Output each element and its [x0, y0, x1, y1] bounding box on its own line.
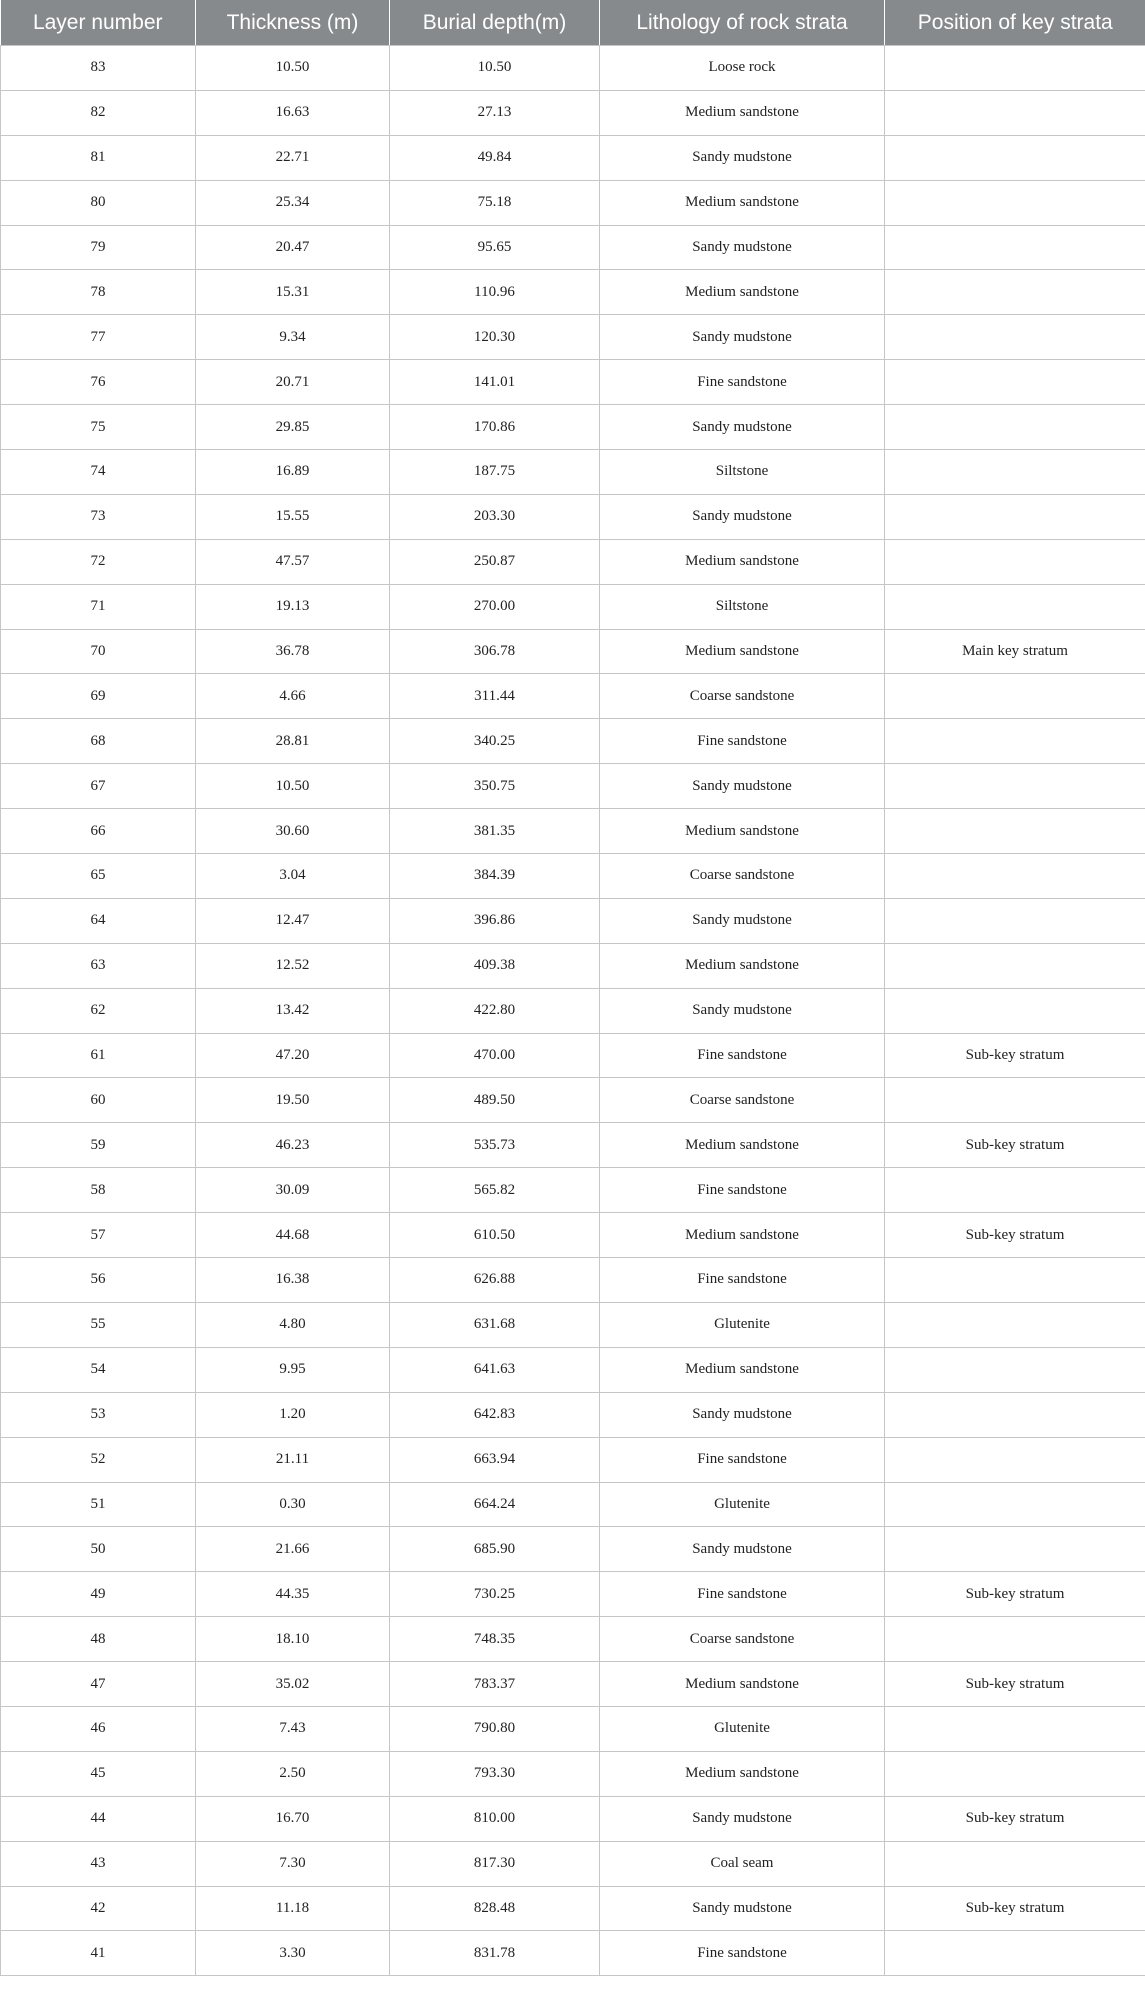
cell-burial-depth: 664.24 — [390, 1482, 600, 1527]
cell-burial-depth: 110.96 — [390, 270, 600, 315]
cell-lithology: Glutenite — [600, 1482, 885, 1527]
table-row — [1, 360, 1145, 405]
cell-key-strata-position — [885, 405, 1145, 450]
cell-layer-number: 47 — [1, 1662, 196, 1707]
cell-key-strata-position — [885, 1841, 1145, 1886]
cell-lithology: Medium sandstone — [600, 1347, 885, 1392]
cell-burial-depth: 783.37 — [390, 1662, 600, 1707]
cell-burial-depth: 270.00 — [390, 584, 600, 629]
table-row — [1, 450, 1145, 495]
table-row — [1, 1841, 1145, 1886]
cell-layer-number: 63 — [1, 943, 196, 988]
cell-key-strata-position: Main key stratum — [885, 629, 1145, 674]
cell-layer-number: 44 — [1, 1796, 196, 1841]
cell-thickness: 35.02 — [196, 1662, 390, 1707]
cell-lithology: Glutenite — [600, 1302, 885, 1347]
cell-layer-number: 45 — [1, 1751, 196, 1796]
cell-lithology: Fine sandstone — [600, 1572, 885, 1617]
cell-thickness: 15.55 — [196, 494, 390, 539]
cell-burial-depth: 170.86 — [390, 405, 600, 450]
cell-layer-number: 67 — [1, 764, 196, 809]
cell-thickness: 1.20 — [196, 1392, 390, 1437]
cell-thickness: 21.11 — [196, 1437, 390, 1482]
cell-layer-number: 72 — [1, 539, 196, 584]
table-row — [1, 1617, 1145, 1662]
cell-key-strata-position — [885, 898, 1145, 943]
cell-thickness: 20.71 — [196, 360, 390, 405]
cell-key-strata-position — [885, 674, 1145, 719]
cell-burial-depth: 663.94 — [390, 1437, 600, 1482]
cell-lithology: Medium sandstone — [600, 539, 885, 584]
table-row — [1, 1527, 1145, 1572]
cell-thickness: 16.63 — [196, 90, 390, 135]
table-header — [1, 0, 1145, 46]
cell-layer-number: 75 — [1, 405, 196, 450]
cell-key-strata-position — [885, 1617, 1145, 1662]
cell-lithology: Sandy mudstone — [600, 988, 885, 1033]
cell-burial-depth: 730.25 — [390, 1572, 600, 1617]
cell-lithology: Sandy mudstone — [600, 764, 885, 809]
cell-lithology: Fine sandstone — [600, 360, 885, 405]
cell-burial-depth: 10.50 — [390, 46, 600, 91]
cell-thickness: 16.70 — [196, 1796, 390, 1841]
table-row — [1, 270, 1145, 315]
cell-burial-depth: 828.48 — [390, 1886, 600, 1931]
cell-lithology: Siltstone — [600, 584, 885, 629]
cell-key-strata-position — [885, 1437, 1145, 1482]
cell-thickness: 12.47 — [196, 898, 390, 943]
cell-layer-number: 66 — [1, 809, 196, 854]
cell-burial-depth: 49.84 — [390, 135, 600, 180]
cell-layer-number: 41 — [1, 1931, 196, 1976]
cell-key-strata-position — [885, 180, 1145, 225]
cell-layer-number: 52 — [1, 1437, 196, 1482]
cell-lithology: Sandy mudstone — [600, 315, 885, 360]
table-row — [1, 1213, 1145, 1258]
cell-burial-depth: 396.86 — [390, 898, 600, 943]
cell-burial-depth: 489.50 — [390, 1078, 600, 1123]
table-row — [1, 405, 1145, 450]
cell-lithology: Fine sandstone — [600, 1931, 885, 1976]
table-row — [1, 225, 1145, 270]
table-row — [1, 1392, 1145, 1437]
cell-layer-number: 65 — [1, 854, 196, 899]
cell-thickness: 3.04 — [196, 854, 390, 899]
table-row — [1, 1078, 1145, 1123]
cell-thickness: 4.66 — [196, 674, 390, 719]
cell-burial-depth: 340.25 — [390, 719, 600, 764]
cell-thickness: 30.60 — [196, 809, 390, 854]
cell-thickness: 46.23 — [196, 1123, 390, 1168]
table-row — [1, 1796, 1145, 1841]
cell-layer-number: 79 — [1, 225, 196, 270]
cell-layer-number: 62 — [1, 988, 196, 1033]
cell-thickness: 44.68 — [196, 1213, 390, 1258]
cell-lithology: Medium sandstone — [600, 629, 885, 674]
cell-key-strata-position — [885, 1482, 1145, 1527]
cell-thickness: 22.71 — [196, 135, 390, 180]
cell-thickness: 16.38 — [196, 1258, 390, 1303]
table-row — [1, 180, 1145, 225]
cell-key-strata-position — [885, 1078, 1145, 1123]
cell-layer-number: 77 — [1, 315, 196, 360]
cell-burial-depth: 306.78 — [390, 629, 600, 674]
cell-burial-depth: 626.88 — [390, 1258, 600, 1303]
table-row — [1, 1886, 1145, 1931]
table-row — [1, 674, 1145, 719]
cell-key-strata-position — [885, 584, 1145, 629]
cell-burial-depth: 610.50 — [390, 1213, 600, 1258]
cell-burial-depth: 565.82 — [390, 1168, 600, 1213]
table-row — [1, 1437, 1145, 1482]
table-row — [1, 1123, 1145, 1168]
table-row — [1, 854, 1145, 899]
cell-burial-depth: 810.00 — [390, 1796, 600, 1841]
cell-layer-number: 64 — [1, 898, 196, 943]
cell-thickness: 21.66 — [196, 1527, 390, 1572]
cell-key-strata-position: Sub-key stratum — [885, 1123, 1145, 1168]
header-layer-number: Layer number — [1, 0, 196, 46]
cell-burial-depth: 203.30 — [390, 494, 600, 539]
cell-thickness: 20.47 — [196, 225, 390, 270]
table-row — [1, 1662, 1145, 1707]
cell-layer-number: 74 — [1, 450, 196, 495]
cell-thickness: 0.30 — [196, 1482, 390, 1527]
cell-key-strata-position — [885, 943, 1145, 988]
cell-key-strata-position — [885, 315, 1145, 360]
table-row — [1, 90, 1145, 135]
cell-lithology: Medium sandstone — [600, 90, 885, 135]
cell-layer-number: 59 — [1, 1123, 196, 1168]
cell-thickness: 29.85 — [196, 405, 390, 450]
cell-thickness: 15.31 — [196, 270, 390, 315]
cell-burial-depth: 817.30 — [390, 1841, 600, 1886]
cell-burial-depth: 641.63 — [390, 1347, 600, 1392]
cell-burial-depth: 748.35 — [390, 1617, 600, 1662]
cell-layer-number: 78 — [1, 270, 196, 315]
cell-lithology: Sandy mudstone — [600, 135, 885, 180]
cell-burial-depth: 631.68 — [390, 1302, 600, 1347]
table-row — [1, 1168, 1145, 1213]
cell-thickness: 7.30 — [196, 1841, 390, 1886]
cell-layer-number: 60 — [1, 1078, 196, 1123]
cell-layer-number: 70 — [1, 629, 196, 674]
cell-key-strata-position — [885, 1258, 1145, 1303]
cell-burial-depth: 409.38 — [390, 943, 600, 988]
cell-burial-depth: 790.80 — [390, 1706, 600, 1751]
cell-key-strata-position: Sub-key stratum — [885, 1033, 1145, 1078]
cell-key-strata-position — [885, 1931, 1145, 1976]
cell-thickness: 25.34 — [196, 180, 390, 225]
cell-key-strata-position — [885, 1302, 1145, 1347]
cell-layer-number: 58 — [1, 1168, 196, 1213]
table-row — [1, 494, 1145, 539]
cell-key-strata-position — [885, 988, 1145, 1033]
cell-thickness: 28.81 — [196, 719, 390, 764]
cell-burial-depth: 535.73 — [390, 1123, 600, 1168]
cell-layer-number: 83 — [1, 46, 196, 91]
table-row — [1, 988, 1145, 1033]
cell-layer-number: 54 — [1, 1347, 196, 1392]
cell-layer-number: 82 — [1, 90, 196, 135]
table-body — [1, 46, 1145, 1976]
cell-layer-number: 69 — [1, 674, 196, 719]
cell-key-strata-position — [885, 494, 1145, 539]
cell-lithology: Medium sandstone — [600, 270, 885, 315]
cell-key-strata-position — [885, 809, 1145, 854]
cell-lithology: Sandy mudstone — [600, 405, 885, 450]
cell-key-strata-position — [885, 1392, 1145, 1437]
cell-burial-depth: 350.75 — [390, 764, 600, 809]
cell-key-strata-position — [885, 1168, 1145, 1213]
table-row — [1, 46, 1145, 91]
cell-lithology: Coarse sandstone — [600, 1078, 885, 1123]
cell-key-strata-position: Sub-key stratum — [885, 1662, 1145, 1707]
cell-key-strata-position — [885, 1527, 1145, 1572]
cell-key-strata-position — [885, 450, 1145, 495]
cell-key-strata-position: Sub-key stratum — [885, 1572, 1145, 1617]
cell-burial-depth: 422.80 — [390, 988, 600, 1033]
cell-thickness: 2.50 — [196, 1751, 390, 1796]
cell-layer-number: 57 — [1, 1213, 196, 1258]
cell-layer-number: 50 — [1, 1527, 196, 1572]
cell-lithology: Glutenite — [600, 1706, 885, 1751]
cell-lithology: Coal seam — [600, 1841, 885, 1886]
cell-thickness: 47.20 — [196, 1033, 390, 1078]
table-row — [1, 1931, 1145, 1976]
cell-thickness: 13.42 — [196, 988, 390, 1033]
table-row — [1, 809, 1145, 854]
cell-key-strata-position — [885, 90, 1145, 135]
cell-key-strata-position — [885, 854, 1145, 899]
cell-burial-depth: 470.00 — [390, 1033, 600, 1078]
table-row — [1, 1572, 1145, 1617]
cell-thickness: 36.78 — [196, 629, 390, 674]
table-row — [1, 1482, 1145, 1527]
cell-thickness: 12.52 — [196, 943, 390, 988]
cell-burial-depth: 793.30 — [390, 1751, 600, 1796]
cell-burial-depth: 141.01 — [390, 360, 600, 405]
cell-key-strata-position: Sub-key stratum — [885, 1796, 1145, 1841]
cell-lithology: Medium sandstone — [600, 943, 885, 988]
cell-thickness: 10.50 — [196, 764, 390, 809]
cell-layer-number: 48 — [1, 1617, 196, 1662]
cell-key-strata-position — [885, 270, 1145, 315]
cell-key-strata-position: Sub-key stratum — [885, 1886, 1145, 1931]
cell-burial-depth: 250.87 — [390, 539, 600, 584]
table-row — [1, 1706, 1145, 1751]
cell-thickness: 19.50 — [196, 1078, 390, 1123]
cell-layer-number: 53 — [1, 1392, 196, 1437]
cell-lithology: Sandy mudstone — [600, 1527, 885, 1572]
cell-thickness: 16.89 — [196, 450, 390, 495]
cell-layer-number: 71 — [1, 584, 196, 629]
cell-layer-number: 76 — [1, 360, 196, 405]
cell-key-strata-position — [885, 360, 1145, 405]
cell-burial-depth: 120.30 — [390, 315, 600, 360]
cell-burial-depth: 95.65 — [390, 225, 600, 270]
cell-layer-number: 68 — [1, 719, 196, 764]
header-thickness: Thickness (m) — [196, 0, 390, 46]
cell-lithology: Sandy mudstone — [600, 1392, 885, 1437]
cell-layer-number: 80 — [1, 180, 196, 225]
table-row — [1, 719, 1145, 764]
cell-thickness: 9.34 — [196, 315, 390, 360]
table-row — [1, 584, 1145, 629]
cell-layer-number: 49 — [1, 1572, 196, 1617]
cell-lithology: Fine sandstone — [600, 1258, 885, 1303]
cell-layer-number: 61 — [1, 1033, 196, 1078]
header-lithology: Lithology of rock strata — [600, 0, 885, 46]
cell-thickness: 19.13 — [196, 584, 390, 629]
cell-lithology: Fine sandstone — [600, 1168, 885, 1213]
table-row — [1, 1258, 1145, 1303]
cell-layer-number: 73 — [1, 494, 196, 539]
cell-lithology: Medium sandstone — [600, 809, 885, 854]
cell-lithology: Loose rock — [600, 46, 885, 91]
cell-thickness: 18.10 — [196, 1617, 390, 1662]
table-row — [1, 898, 1145, 943]
table-row — [1, 315, 1145, 360]
cell-lithology: Sandy mudstone — [600, 1886, 885, 1931]
cell-burial-depth: 381.35 — [390, 809, 600, 854]
cell-lithology: Medium sandstone — [600, 1123, 885, 1168]
table-row — [1, 943, 1145, 988]
cell-burial-depth: 75.18 — [390, 180, 600, 225]
cell-key-strata-position — [885, 539, 1145, 584]
table-row — [1, 1302, 1145, 1347]
cell-thickness: 47.57 — [196, 539, 390, 584]
cell-burial-depth: 27.13 — [390, 90, 600, 135]
cell-lithology: Coarse sandstone — [600, 674, 885, 719]
cell-key-strata-position — [885, 719, 1145, 764]
cell-key-strata-position — [885, 1706, 1145, 1751]
cell-key-strata-position — [885, 1751, 1145, 1796]
cell-lithology: Sandy mudstone — [600, 225, 885, 270]
cell-key-strata-position — [885, 764, 1145, 809]
cell-key-strata-position: Sub-key stratum — [885, 1213, 1145, 1258]
cell-lithology: Fine sandstone — [600, 719, 885, 764]
cell-lithology: Sandy mudstone — [600, 898, 885, 943]
cell-thickness: 30.09 — [196, 1168, 390, 1213]
cell-lithology: Fine sandstone — [600, 1437, 885, 1482]
cell-burial-depth: 311.44 — [390, 674, 600, 719]
header-burial-depth: Burial depth(m) — [390, 0, 600, 46]
cell-layer-number: 55 — [1, 1302, 196, 1347]
cell-burial-depth: 187.75 — [390, 450, 600, 495]
table-row — [1, 1347, 1145, 1392]
table-row — [1, 764, 1145, 809]
cell-key-strata-position — [885, 135, 1145, 180]
header-row — [1, 0, 1145, 46]
cell-layer-number: 42 — [1, 1886, 196, 1931]
table-row — [1, 1751, 1145, 1796]
cell-key-strata-position — [885, 225, 1145, 270]
cell-layer-number: 81 — [1, 135, 196, 180]
cell-lithology: Coarse sandstone — [600, 1617, 885, 1662]
cell-lithology: Sandy mudstone — [600, 494, 885, 539]
cell-lithology: Sandy mudstone — [600, 1796, 885, 1841]
cell-burial-depth: 831.78 — [390, 1931, 600, 1976]
cell-lithology: Medium sandstone — [600, 180, 885, 225]
cell-layer-number: 46 — [1, 1706, 196, 1751]
table-row — [1, 135, 1145, 180]
cell-lithology: Fine sandstone — [600, 1033, 885, 1078]
cell-lithology: Medium sandstone — [600, 1213, 885, 1258]
cell-thickness: 3.30 — [196, 1931, 390, 1976]
cell-thickness: 44.35 — [196, 1572, 390, 1617]
cell-layer-number: 43 — [1, 1841, 196, 1886]
header-key-strata-position: Position of key strata — [885, 0, 1145, 46]
table-row — [1, 539, 1145, 584]
cell-thickness: 10.50 — [196, 46, 390, 91]
cell-thickness: 9.95 — [196, 1347, 390, 1392]
cell-lithology: Medium sandstone — [600, 1662, 885, 1707]
cell-burial-depth: 384.39 — [390, 854, 600, 899]
cell-thickness: 4.80 — [196, 1302, 390, 1347]
cell-burial-depth: 642.83 — [390, 1392, 600, 1437]
cell-key-strata-position — [885, 1347, 1145, 1392]
cell-thickness: 11.18 — [196, 1886, 390, 1931]
cell-lithology: Coarse sandstone — [600, 854, 885, 899]
cell-layer-number: 51 — [1, 1482, 196, 1527]
cell-layer-number: 56 — [1, 1258, 196, 1303]
cell-key-strata-position — [885, 46, 1145, 91]
cell-lithology: Siltstone — [600, 450, 885, 495]
table-row — [1, 1033, 1145, 1078]
cell-lithology: Medium sandstone — [600, 1751, 885, 1796]
cell-thickness: 7.43 — [196, 1706, 390, 1751]
cell-burial-depth: 685.90 — [390, 1527, 600, 1572]
table-row — [1, 629, 1145, 674]
